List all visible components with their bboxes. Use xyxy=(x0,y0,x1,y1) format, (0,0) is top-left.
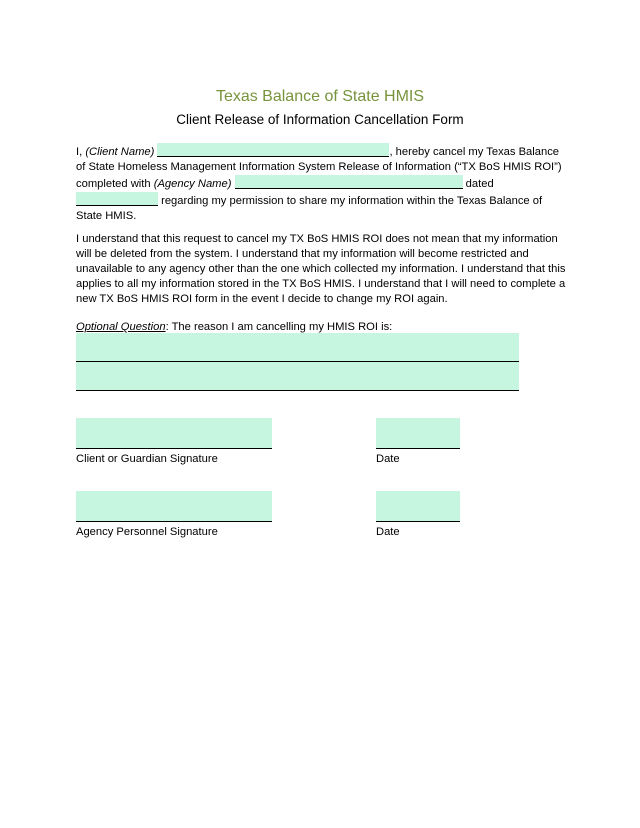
agency-signature-field[interactable] xyxy=(76,491,272,522)
form-title: Texas Balance of State HMIS xyxy=(215,88,425,105)
client-date-label: Date xyxy=(376,453,400,465)
statement-prefix: I, xyxy=(76,146,86,158)
optional-question-label: Optional Question xyxy=(76,321,166,333)
agency-name-field[interactable] xyxy=(235,175,463,189)
optional-question-text: : The reason I am cancelling my HMIS ROI is: xyxy=(165,321,393,333)
form-subtitle: Client Release of Information Cancellation Form xyxy=(176,112,464,127)
release-statement xyxy=(76,143,568,224)
client-signature-label: Client or Guardian Signature xyxy=(76,453,218,465)
agency-signature-label: Agency Personnel Signature xyxy=(76,526,218,538)
dated-text: dated xyxy=(462,178,494,190)
reason-field-line-2[interactable] xyxy=(76,362,519,391)
client-name-field[interactable] xyxy=(157,143,389,157)
client-signature-field[interactable] xyxy=(76,418,272,449)
agency-date-label: Date xyxy=(376,526,400,538)
reason-field-line-1[interactable] xyxy=(76,333,519,362)
understanding-paragraph: I understand that this request to cancel my TX BoS HMIS ROI does not mean that my information will be deleted from the system. I understand that my information will become restricted and unavailable to any agency other than the one which collected my information. I understand that this applies to all my information stored in the TX BoS HMIS. I understand that I will need to complete a new TX BoS HMIS ROI form in the event I decide to change my ROI again. xyxy=(76,233,566,305)
client-name-label: (Client Name) xyxy=(85,146,155,158)
client-date-field[interactable] xyxy=(376,418,460,449)
agency-date-field[interactable] xyxy=(376,491,460,522)
agency-name-label: (Agency Name) xyxy=(153,178,232,190)
date-field[interactable] xyxy=(76,192,158,206)
statement-middle: , hereby cancel my Texas Balance of State Homeless Management Information System Release of Information (“TX BoS HMIS ROI”) completed with xyxy=(76,146,562,190)
statement-end: regarding my permission to share my information within the Texas Balance of State HMIS. xyxy=(76,195,543,222)
